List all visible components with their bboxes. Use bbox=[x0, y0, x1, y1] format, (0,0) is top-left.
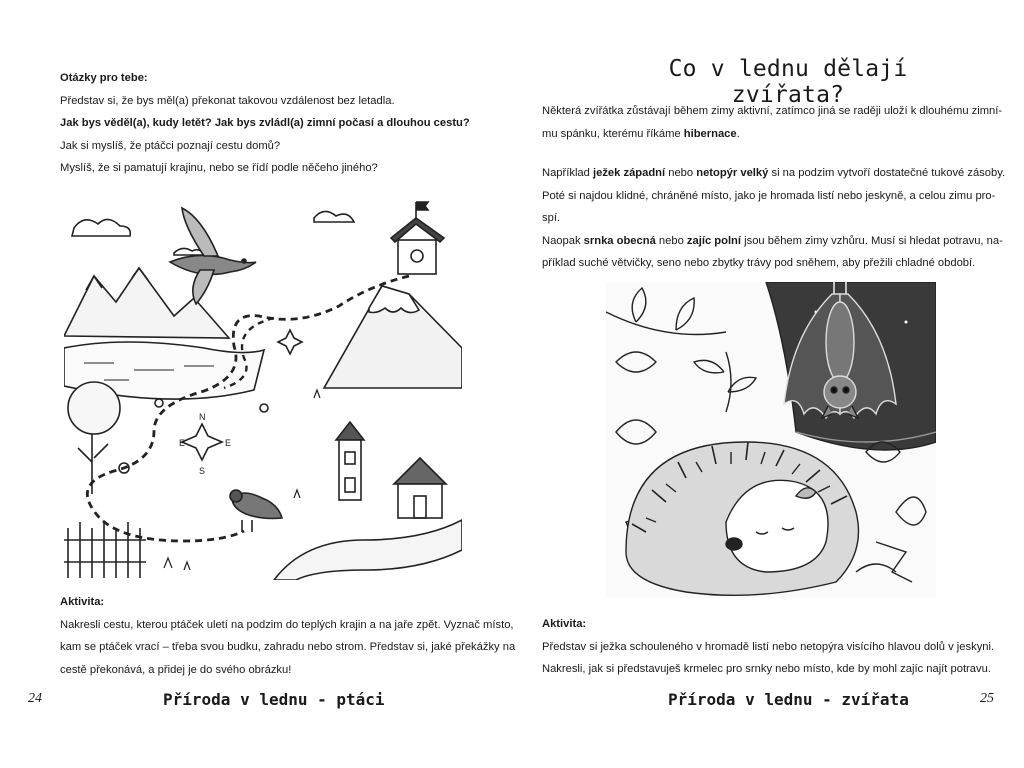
compass-label-e: E bbox=[179, 438, 186, 448]
flying-bird-icon bbox=[170, 208, 256, 304]
hare-name: zajíc polní bbox=[686, 234, 742, 247]
chapter-title: Co v lednu dělají zvířata? bbox=[668, 56, 908, 108]
cloud-icon bbox=[72, 219, 130, 236]
hibernators-line-3: spí. bbox=[542, 212, 561, 224]
hibernators-suffix: si na podzim vytvoří dostatečné tukové zásoby. bbox=[768, 167, 1006, 179]
hibernators-paragraph bbox=[542, 162, 1005, 275]
page-number-left: 24 bbox=[28, 691, 42, 706]
compass-label-n: N bbox=[199, 412, 206, 422]
intro-line-2-end: . bbox=[736, 127, 740, 140]
active-prefix: Naopak bbox=[542, 234, 584, 247]
questions-block bbox=[60, 67, 470, 180]
compass-rose-icon bbox=[278, 330, 302, 354]
active-line-2: příklad suché větvičky, seno nebo zbytky trávy pod sněhem, aby přežili chladné období. bbox=[542, 257, 976, 269]
bird-migration-illustration bbox=[64, 198, 462, 580]
activity-line-3: cestě překonává, a přidej je do svého obrázku! bbox=[60, 663, 292, 676]
perched-bird-icon bbox=[230, 490, 282, 532]
active-mid: nebo bbox=[655, 234, 687, 247]
hibernators-prefix: Například bbox=[542, 167, 593, 179]
birdhouse-icon bbox=[391, 202, 444, 274]
activity-line-1: Nakresli cestu, kterou ptáček uletí na podzim do teplých krajin a na jaře zpět. Vyznač místo, bbox=[60, 618, 514, 631]
intro-line-1: Některá zvířátka zůstávají během zimy aktivní, zatímco jiná se raději uloží k dlouhému zimní- bbox=[542, 105, 1003, 117]
house-icon bbox=[394, 458, 446, 518]
page-number-right: 25 bbox=[980, 691, 994, 706]
hedgehog-name: ježek západní bbox=[593, 167, 666, 179]
lighthouse-icon bbox=[336, 422, 364, 500]
hedgehog-bat-illustration bbox=[606, 282, 936, 598]
question-line-3: Jak si myslíš, že ptáčci poznají cestu domů? bbox=[60, 139, 281, 152]
intro-paragraph bbox=[542, 100, 1002, 145]
sleeping-hedgehog-icon bbox=[626, 442, 859, 595]
question-line-4: Myslíš, že si pamatují krajinu, nebo se řídí podle něčeho jiného? bbox=[60, 162, 378, 174]
active-suffix: jsou během zimy vzhůru. Musí si hledat potravu, na- bbox=[741, 234, 1003, 247]
compass-label-e: E bbox=[225, 438, 232, 448]
cloud-icon bbox=[314, 211, 354, 222]
deer-name: srnka obecná bbox=[583, 234, 656, 247]
activity-heading: Aktivita: bbox=[60, 596, 105, 608]
hibernators-mid: nebo bbox=[665, 167, 697, 179]
activity-heading: Aktivita: bbox=[542, 618, 587, 630]
hibernation-term: hibernace bbox=[683, 127, 737, 140]
left-footer-title: Příroda v lednu - ptáci bbox=[163, 690, 385, 709]
activity-line-1: Představ si ježka schouleného v hromadě listí nebo netopýra visícího hlavou dolů v jeskyni. bbox=[542, 640, 995, 653]
activity-line-2: Nakresli, jak si představuješ krmelec pro srnky nebo místo, kde by mohl zajíc najít potravu. bbox=[542, 663, 991, 675]
right-page bbox=[512, 0, 1024, 768]
bat-name: netopýr velký bbox=[696, 167, 769, 179]
activity-line-2: kam se ptáček vrací – třeba svou budku, zahradu nebo strom. Představ si, jaké překážky na bbox=[60, 641, 516, 653]
river-icon bbox=[274, 520, 462, 580]
left-activity-block bbox=[60, 591, 515, 681]
compass-rose-icon bbox=[179, 412, 231, 476]
question-line-1: Představ si, že bys měl(a) překonat takovou vzdálenost bez letadla. bbox=[60, 94, 395, 107]
right-footer-title: Příroda v lednu - zvířata bbox=[668, 690, 909, 709]
questions-heading: Otázky pro tebe: bbox=[60, 72, 148, 84]
compass-label-s: S bbox=[199, 466, 206, 476]
tree-icon bbox=[68, 382, 120, 494]
question-line-2: Jak bys věděl(a), kudy letět? Jak bys zvládl(a) zimní počasí a dlouhou cestu? bbox=[60, 117, 470, 129]
hibernators-line-2: Poté si najdou klidné, chráněné místo, jako je hromada listí nebo jeskyně, a celou zimu pro- bbox=[542, 189, 996, 202]
intro-line-2: mu spánku, kterému říkáme bbox=[542, 127, 684, 140]
fence-icon bbox=[64, 522, 146, 578]
right-activity-block bbox=[542, 613, 994, 681]
